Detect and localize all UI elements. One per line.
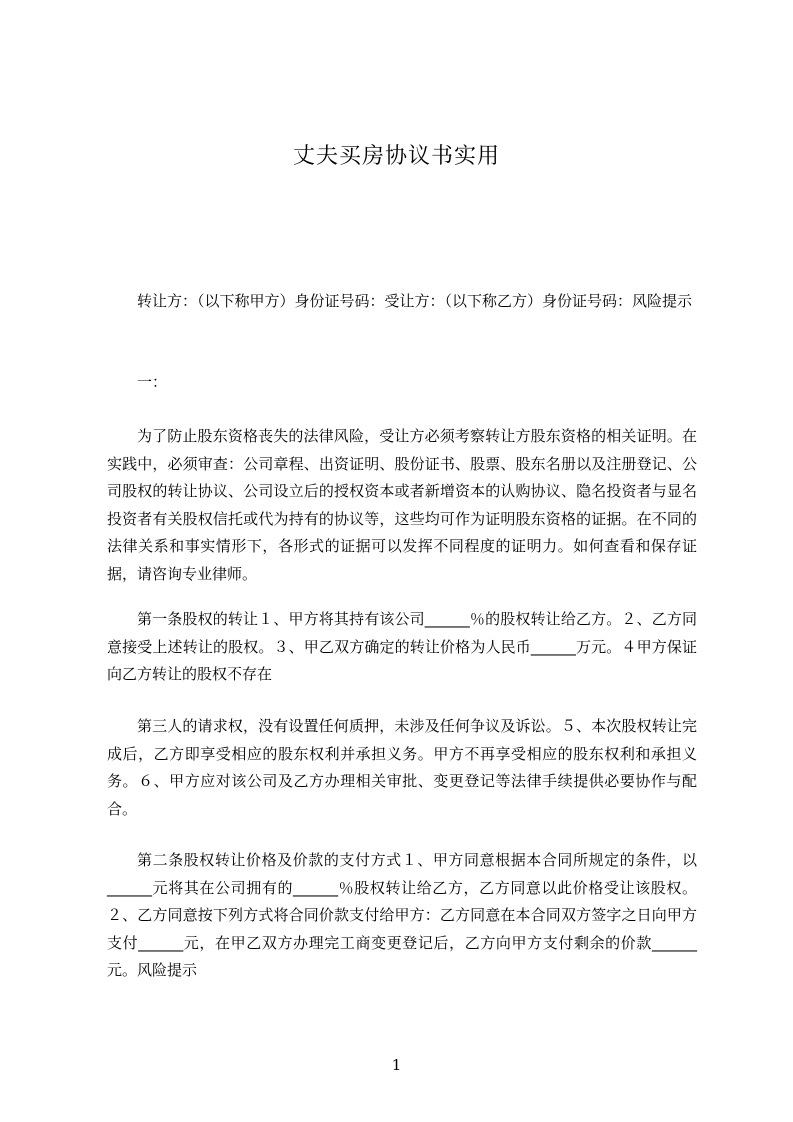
page-number: 1 [391, 1056, 402, 1074]
article-one-continuation-paragraph: 第三人的请求权，没有设置任何质押，未涉及任何争议及诉讼。５、本次股权转让完成后，乙方即享受相应的股东权利并承担义务。甲方不再享受相应的股东权利和承担义务。６、甲方应对该公司及乙方办理相关审批、变更登记等法律手续提供必要协作与配合。 [107, 717, 697, 818]
parties-paragraph: 转让方：（以下称甲方）身份证号码：受让方：（以下称乙方）身份证号码：风险提示 [137, 292, 693, 310]
document-title: 丈夫买房协议书实用 [292, 144, 500, 169]
section-one-heading: 一： [137, 373, 168, 391]
article-one-paragraph: 第一条股权的转让１、甲方将其持有该公司______％的股权转让给乙方。２、乙方同意接受上述转让的股权。３、甲乙双方确定的转让价格为人民币______万元。４甲方保证向乙方转让的股权不存在 [107, 610, 697, 683]
risk-notice-paragraph: 为了防止股东资格丧失的法律风险，受让方必须考察转让方股东资格的相关证明。在实践中，必须审查：公司章程、出资证明、股份证书、股票、股东名册以及注册登记、公司股权的转让协议、公司设立后的授权资本或者新增资本的认购协议、隐名投资者与显名投资者有关股权信托或代为持有的协议等，这些均可作为证明股东资格的证据。在不同的法律关系和事实情形下，各形式的证据可以发挥不同程度的证明力。如何查看和保存证据，请咨询专业律师。 [107, 427, 697, 583]
article-two-paragraph: 第二条股权转让价格及价款的支付方式１、甲方同意根据本合同所规定的条件，以______元将其在公司拥有的______％股权转让给乙方，乙方同意以此价格受让该股权。２、乙方同意按下列方式将合同价款支付给甲方：乙方同意在本合同双方签字之日向甲方支付______元，在甲乙双方办理完工商变更登记后，乙方向甲方支付剩余的价款______元。风险提示 [107, 851, 697, 979]
